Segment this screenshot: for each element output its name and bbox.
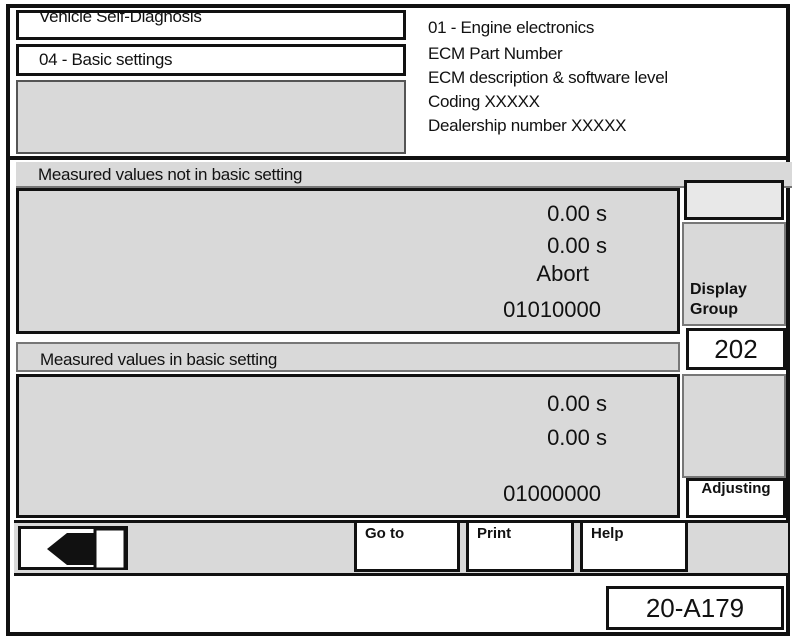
app-title: Vehicle Self-Diagnosis — [39, 7, 202, 26]
display-group-number-text: 202 — [714, 334, 758, 364]
diagnosis-window — [6, 4, 790, 636]
ecu-info-panel — [412, 14, 788, 156]
figure-id-box — [606, 586, 784, 630]
help-label: Help — [591, 525, 624, 542]
ecu-line-2: ECM Part Number — [428, 44, 563, 63]
value-2: 0.00 s — [547, 233, 607, 258]
display-group-number[interactable] — [686, 328, 786, 370]
section-basic-label: Measured values in basic setting — [40, 350, 278, 369]
section-not-basic-label: Measured values not in basic setting — [38, 165, 303, 184]
section-not-basic-header — [16, 162, 792, 188]
figure-id: 20-A179 — [645, 593, 745, 623]
goto-button[interactable] — [354, 520, 460, 572]
display-group-label: Display Group — [690, 281, 747, 318]
value-1: 0.00 s — [547, 201, 607, 226]
app-title-box — [16, 7, 406, 40]
value-4: 01010000 — [503, 297, 601, 322]
status-panel — [682, 374, 786, 478]
help-button[interactable] — [580, 520, 688, 572]
section-basic-values — [16, 374, 680, 518]
goto-label: Go to — [365, 525, 405, 542]
value-7: 01000000 — [503, 481, 601, 506]
display-group-panel — [682, 222, 786, 326]
section-not-basic-values — [16, 188, 680, 334]
print-button[interactable] — [466, 520, 574, 572]
ecu-line-3: ECM description & software level — [428, 68, 668, 87]
sidebar-empty-field — [684, 180, 784, 220]
function-label: 04 - Basic settings — [39, 50, 173, 69]
status-text: Adjusting — [701, 480, 771, 497]
header-divider — [10, 156, 786, 160]
ecu-line-5: Dealership number XXXXX — [428, 116, 627, 135]
ecu-line-1: 01 - Engine electronics — [428, 18, 595, 37]
value-6: 0.00 s — [547, 425, 607, 450]
value-5: 0.00 s — [547, 391, 607, 416]
value-3: Abort — [536, 261, 589, 286]
section-basic-header — [16, 342, 680, 372]
function-field[interactable] — [16, 44, 406, 76]
back-button[interactable] — [18, 526, 128, 570]
function-detail-panel — [16, 80, 406, 154]
print-label: Print — [477, 525, 512, 542]
back-arrow-icon — [21, 529, 131, 569]
status-box — [686, 478, 786, 518]
ecu-line-4: Coding XXXXX — [428, 92, 540, 111]
